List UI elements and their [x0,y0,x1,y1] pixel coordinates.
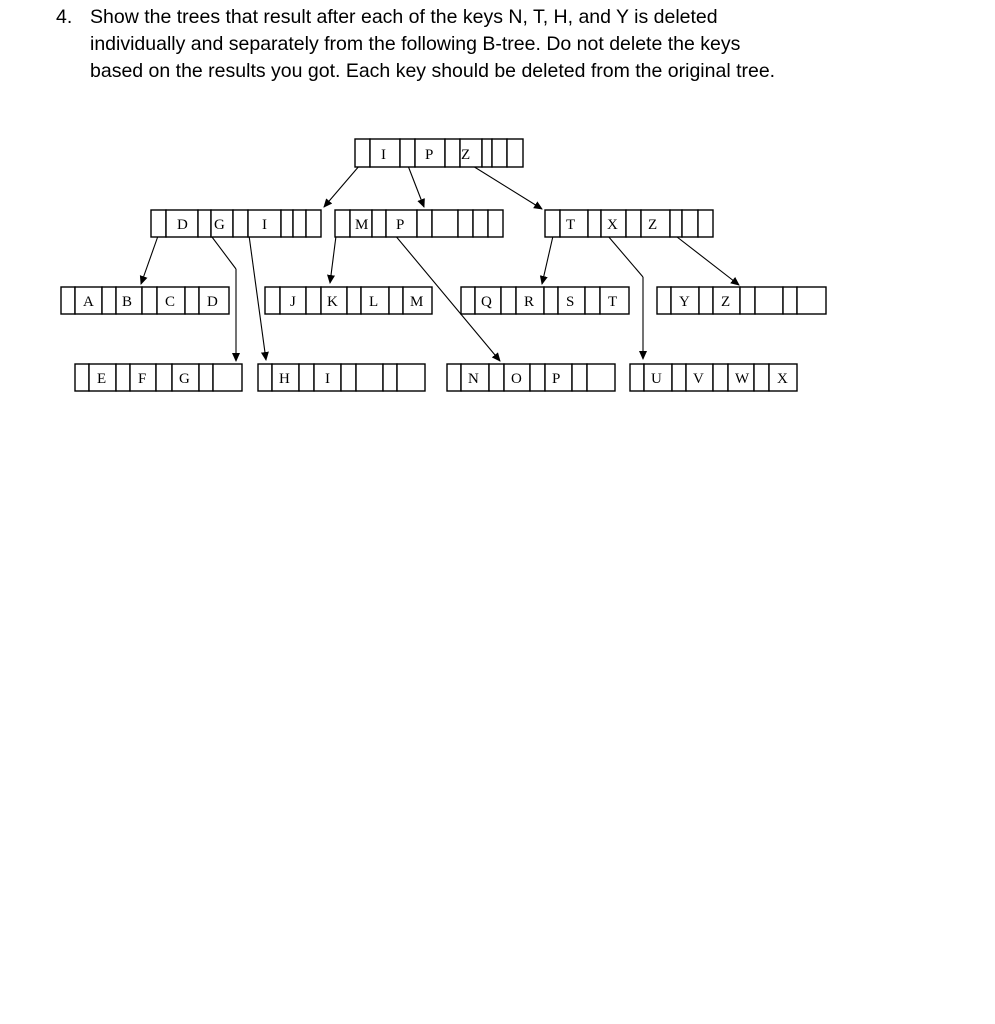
leaf-node-nop [447,364,615,391]
leaf-abcd-key-1: A [83,294,94,310]
edge-dgi-to-abcd [141,236,158,284]
node-mp-key-1: M [355,217,369,233]
leaf-qrst-key-4: T [608,294,618,310]
node-dgi-key-2: G [214,217,225,233]
question-line-3: based on the results you got. Each key should be deleted from the original tree. [90,60,776,82]
leaf-qrst-key-1: Q [481,294,492,310]
leaf-qrst-key-3: S [566,294,575,310]
leaf-node-efg [75,364,242,391]
leaf-nop-key-2: O [511,371,522,387]
node-mp-key-2: P [396,217,405,233]
leaf-uvwx-key-2: V [693,371,704,387]
edge-mp-to-jklm [330,236,336,283]
node-dgi-key-1: D [177,217,188,233]
question-line-1: Show the trees that result after each of the keys N, T, H, and Y is deleted [90,6,718,28]
node-dgi-key-3: I [262,217,267,233]
leaf-yz-key-1: Y [679,294,690,310]
leaf-yz-key-2: Z [721,294,731,310]
leaf-node-abcd [61,287,229,314]
node-txz-key-1: T [566,217,576,233]
root-key-1: I [381,147,386,163]
leaf-efg-key-2: F [138,371,147,387]
leaf-qrst-key-2: R [524,294,535,310]
leaf-nop-key-1: N [468,371,479,387]
question-number: 4. [56,6,73,28]
root-key-2: P [425,147,434,163]
edge-txz-to-qrst [542,236,553,284]
root-node [355,139,523,167]
internal-node-mp [335,210,503,237]
leaf-efg-key-3: G [179,371,190,387]
edge-dgi-to-hi [248,228,266,360]
leaf-node-uvwx [630,364,797,391]
leaf-jklm-key-3: L [369,294,379,310]
leaf-jklm-key-1: J [290,294,296,310]
leaf-node-jklm [265,287,432,314]
edge-root-to-txz [468,163,542,209]
leaf-jklm-key-2: K [327,294,338,310]
leaf-abcd-key-3: C [165,294,176,310]
leaf-node-hi [258,364,425,391]
leaf-jklm-key-4: M [410,294,424,310]
leaf-hi-key-1: H [279,371,290,387]
leaf-uvwx-key-3: W [735,371,750,387]
question-line-2: individually and separately from the following B-tree. Do not delete the keys [90,33,741,55]
leaf-abcd-key-2: B [122,294,133,310]
leaf-nop-key-3: P [552,371,561,387]
tree-edges [141,158,739,361]
node-txz-key-2: X [607,217,618,233]
node-txz-key-3: Z [648,217,658,233]
leaf-uvwx-key-4: X [777,371,788,387]
leaf-efg-key-1: E [97,371,107,387]
leaf-node-qrst [461,287,629,314]
leaf-abcd-key-4: D [207,294,218,310]
internal-node-txz [545,210,713,237]
internal-node-dgi [151,210,321,237]
leaf-hi-key-2: I [325,371,330,387]
leaf-uvwx-key-1: U [651,371,662,387]
root-key-3: Z [461,147,471,163]
leaf-node-yz [657,287,826,314]
